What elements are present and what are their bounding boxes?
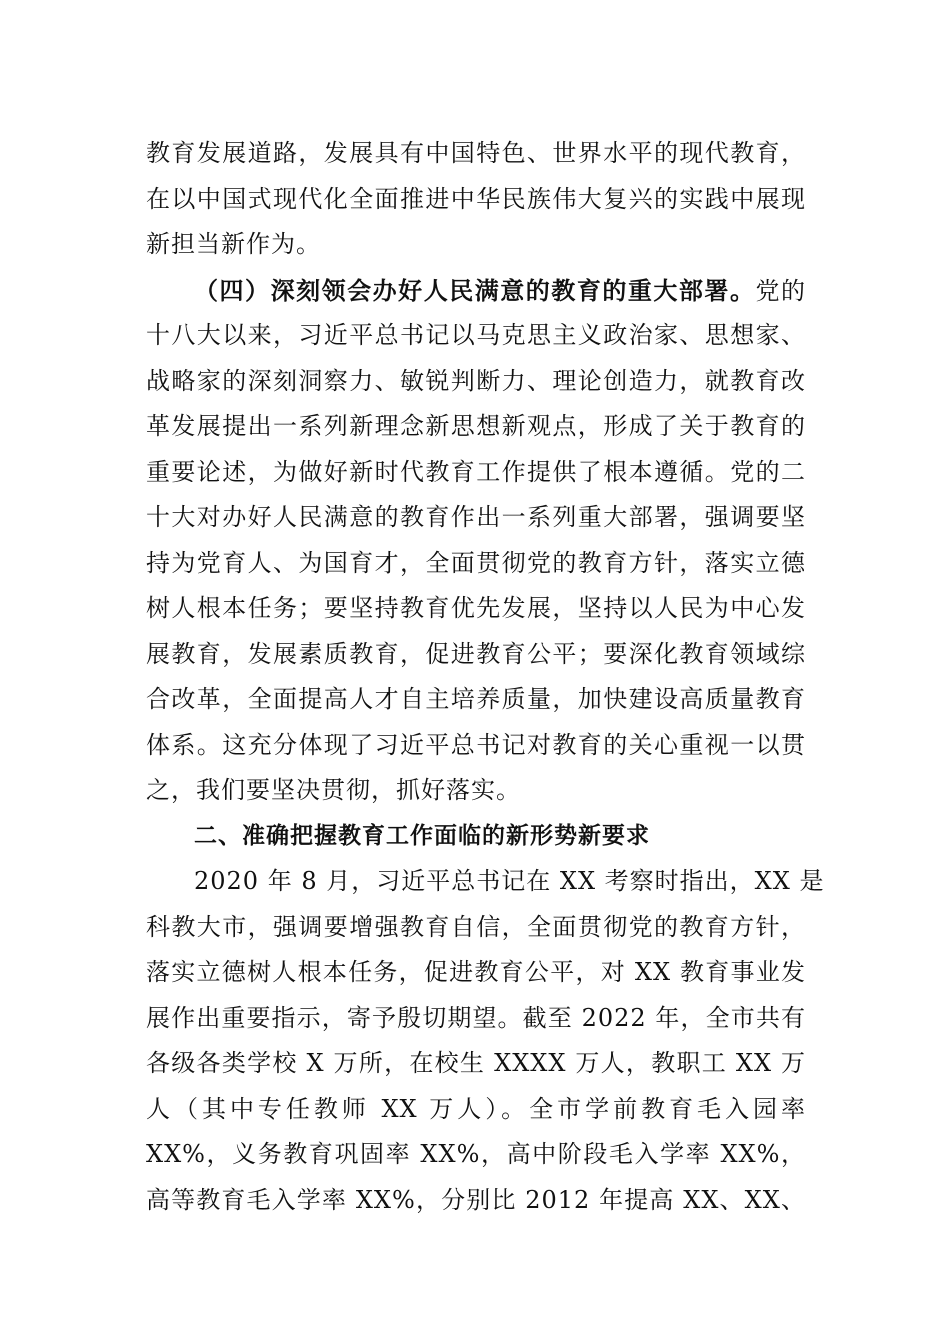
paragraph-line: 教育发展道路，发展具有中国特色、世界水平的现代教育， xyxy=(146,139,806,167)
paragraph-line: 高等教育毛入学率 XX%，分别比 2012 年提高 XX、XX、 xyxy=(146,1185,806,1214)
paragraph-line: 十八大以来，习近平总书记以马克思主义政治家、思想家、 xyxy=(146,321,806,349)
paragraph-line: 科教大市，强调要增强教育自信，全面贯彻党的教育方针， xyxy=(146,912,806,941)
paragraph-line: 落实立德树人根本任务，促进教育公平，对 XX 教育事业发 xyxy=(146,958,806,986)
paragraph-line: 在以中国式现代化全面推进中华民族伟大复兴的实践中展现 xyxy=(146,184,806,213)
section-heading: 二、准确把握教育工作面临的新形势新要求 xyxy=(194,822,650,849)
subsection-heading: （四）深刻领会办好人民满意的教育的重大部署。 xyxy=(194,275,756,305)
paragraph-line: 体系。这充分体现了习近平总书记对教育的关心重视一以贯 xyxy=(146,730,806,759)
subsection-line xyxy=(146,268,806,314)
document-page xyxy=(146,131,825,1223)
paragraph-line: XX%，义务教育巩固率 XX%，高中阶段毛入学率 XX%， xyxy=(146,1140,806,1168)
paragraph-line: 合改革，全面提高人才自主培养质量，加快建设高质量教育 xyxy=(146,685,806,713)
paragraph-line: 重要论述，为做好新时代教育工作提供了根本遵循。党的二 xyxy=(146,457,806,486)
paragraph-line: 十大对办好人民满意的教育作出一系列重大部署，强调要坚 xyxy=(146,503,806,531)
paragraph-line: 持为党育人、为国育才，全面贯彻党的教育方针，落实立德 xyxy=(146,548,806,577)
paragraph-line: 2020 年 8 月，习近平总书记在 XX 考察时指出，XX 是 xyxy=(194,867,825,895)
paragraph-line: 各级各类学校 X 万所，在校生 XXXX 万人，教职工 XX 万 xyxy=(146,1049,806,1077)
paragraph-line: 新担当新作为。 xyxy=(146,230,321,258)
paragraph-line: 展教育，发展素质教育，促进教育公平；要深化教育领域综 xyxy=(146,639,806,668)
paragraph-line: 树人根本任务；要坚持教育优先发展，坚持以人民为中心发 xyxy=(146,594,806,622)
paragraph-text: 党的 xyxy=(755,276,807,305)
paragraph-line: 之，我们要坚决贯彻，抓好落实。 xyxy=(146,776,521,804)
paragraph-line: 革发展提出一系列新理念新思想新观点，形成了关于教育的 xyxy=(146,412,806,440)
paragraph-line: 展作出重要指示，寄予殷切期望。截至 2022 年，全市共有 xyxy=(146,1003,806,1032)
paragraph-line: 战略家的深刻洞察力、敏锐判断力、理论创造力，就教育改 xyxy=(146,366,806,395)
paragraph-line: 人（其中专任教师 XX 万人）。全市学前教育毛入园率 xyxy=(146,1094,806,1123)
